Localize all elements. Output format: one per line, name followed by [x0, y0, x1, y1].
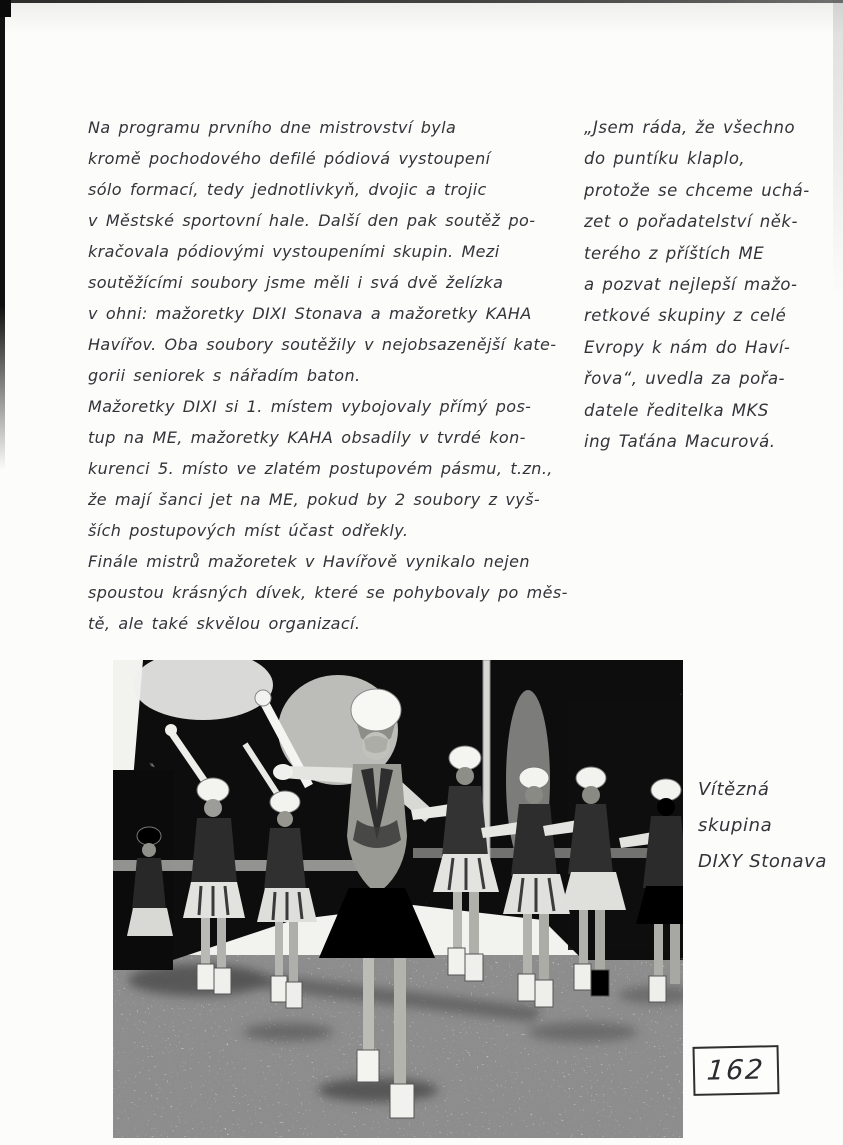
handwritten-line: kurenci 5. místo ve zlatém postupovém pásmu, t.zn., — [88, 459, 553, 478]
handwritten-line: kromě pochodového defilé pódiová vystoupení — [88, 149, 491, 168]
handwritten-line: Vítězná — [698, 779, 770, 800]
majorettes-photo — [113, 660, 683, 1138]
paragraph-2 — [88, 391, 580, 546]
handwritten-line: Havířov. Oba soubory soutěžily v nejobsazenější kate- — [88, 335, 557, 354]
handwritten-line: skupina — [698, 815, 773, 836]
handwritten-line: tě, ale také skvělou organizací. — [88, 614, 361, 633]
scan-edge-left — [0, 0, 5, 470]
handwritten-line: datele ředitelka MKS — [584, 400, 769, 420]
scan-haze-top — [0, 0, 843, 34]
page-number-box — [692, 1045, 779, 1096]
handwritten-line: tup na ME, mažoretky KAHA obsadily v tvrdé kon- — [88, 428, 526, 447]
handwritten-line: DIXY Stonava — [698, 851, 828, 872]
handwritten-line: řova“, uvedla za pořa- — [584, 369, 786, 389]
handwritten-line: kračovala pódiovými vystoupeními skupin. Mezi — [88, 242, 500, 261]
handwritten-line: a pozvat nejlepší mažo- — [584, 274, 798, 294]
photo-caption — [698, 772, 843, 880]
handwritten-line: spoustou krásných dívek, které se pohybovaly po měs- — [88, 583, 568, 602]
majorettes-photo-art — [113, 660, 683, 1138]
handwritten-line: soutěžícími soubory jsme měli i svá dvě želízka — [88, 273, 504, 292]
handwritten-line: Evropy k nám do Haví- — [584, 337, 791, 357]
scan-corner-mark — [0, 0, 11, 17]
handwritten-line: v ohni: mažoretky DIXI Stonava a mažoretky KAHA — [88, 304, 532, 323]
handwritten-line: že mají šanci jet na ME, pokud by 2 soubory z vyš- — [88, 490, 541, 509]
handwritten-line: retkové skupiny z celé — [584, 306, 787, 326]
page-number: 162 — [705, 1054, 767, 1087]
quote-column — [584, 112, 840, 457]
handwritten-line: zet o pořadatelství něk- — [584, 212, 798, 232]
handwritten-line: „Jsem ráda, že všechno — [584, 118, 796, 137]
handwritten-line: protože se chceme uchá- — [584, 180, 810, 200]
handwritten-line: ších postupových míst účast odřekly. — [88, 521, 409, 540]
handwritten-line: Finále mistrů mažoretek v Havířově vynikalo nejen — [88, 552, 530, 571]
paragraph-1 — [88, 112, 580, 391]
handwritten-line: Mažoretky DIXI si 1. místem vybojovaly přímý pos- — [88, 397, 532, 416]
handwritten-line: v Městské sportovní hale. Další den pak soutěž po- — [88, 211, 536, 230]
handwritten-line: gorii seniorek s nářadím baton. — [88, 366, 361, 385]
handwritten-line: sólo formací, tedy jednotlivkyň, dvojic a trojic — [88, 180, 487, 199]
handwritten-line: Na programu prvního dne mistrovství byla — [88, 118, 457, 137]
handwritten-line: do puntíku klaplo, — [584, 149, 746, 169]
handwritten-line: terého z příštích ME — [584, 243, 765, 263]
main-text-column — [88, 112, 580, 639]
paragraph-3 — [88, 546, 580, 639]
handwritten-line: ing Taťána Macurová. — [584, 431, 776, 451]
